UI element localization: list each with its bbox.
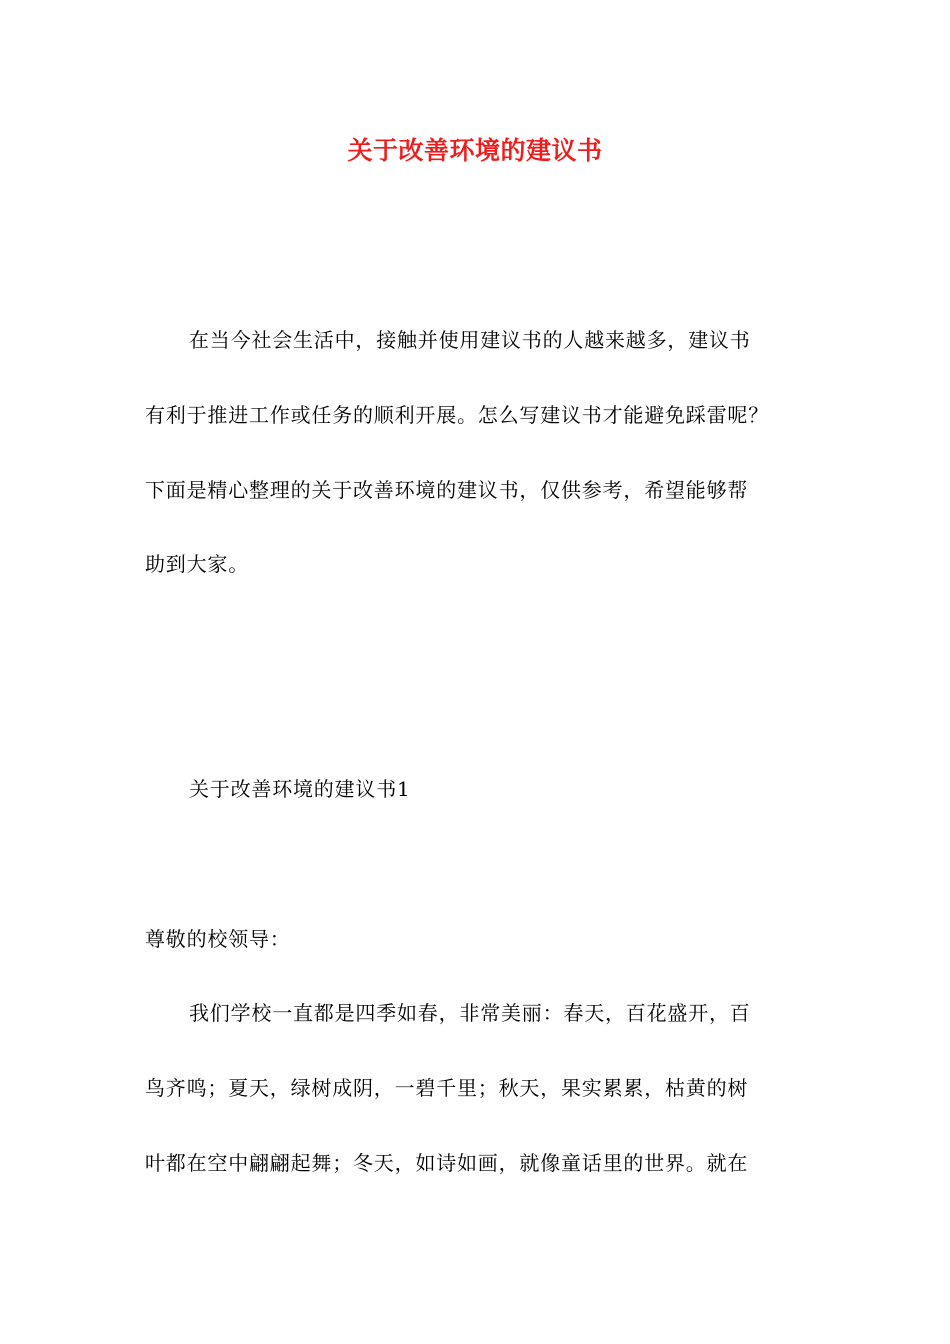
body-line-2: 鸟齐鸣；夏天，绿树成阴，一碧千里；秋天，果实累累，枯黄的树 xyxy=(145,1076,749,1100)
section-heading: 关于改善环境的建议书1 xyxy=(189,777,411,801)
intro-line-2: 有利于推进工作或任务的顺利开展。怎么写建议书才能避免踩雷呢？ xyxy=(145,403,769,427)
intro-line-3: 下面是精心整理的关于改善环境的建议书，仅供参考，希望能够帮 xyxy=(145,478,749,502)
intro-line-1: 在当今社会生活中，接触并使用建议书的人越来越多，建议书 xyxy=(189,328,751,352)
body-line-3: 叶都在空中翩翩起舞；冬天，如诗如画，就像童话里的世界。就在 xyxy=(145,1151,749,1175)
body-line-1: 我们学校一直都是四季如春，非常美丽：春天，百花盛开，百 xyxy=(189,1001,751,1025)
document-title: 关于改善环境的建议书 xyxy=(347,136,603,165)
intro-line-4: 助到大家。 xyxy=(145,552,249,576)
salutation: 尊敬的校领导： xyxy=(145,927,291,951)
